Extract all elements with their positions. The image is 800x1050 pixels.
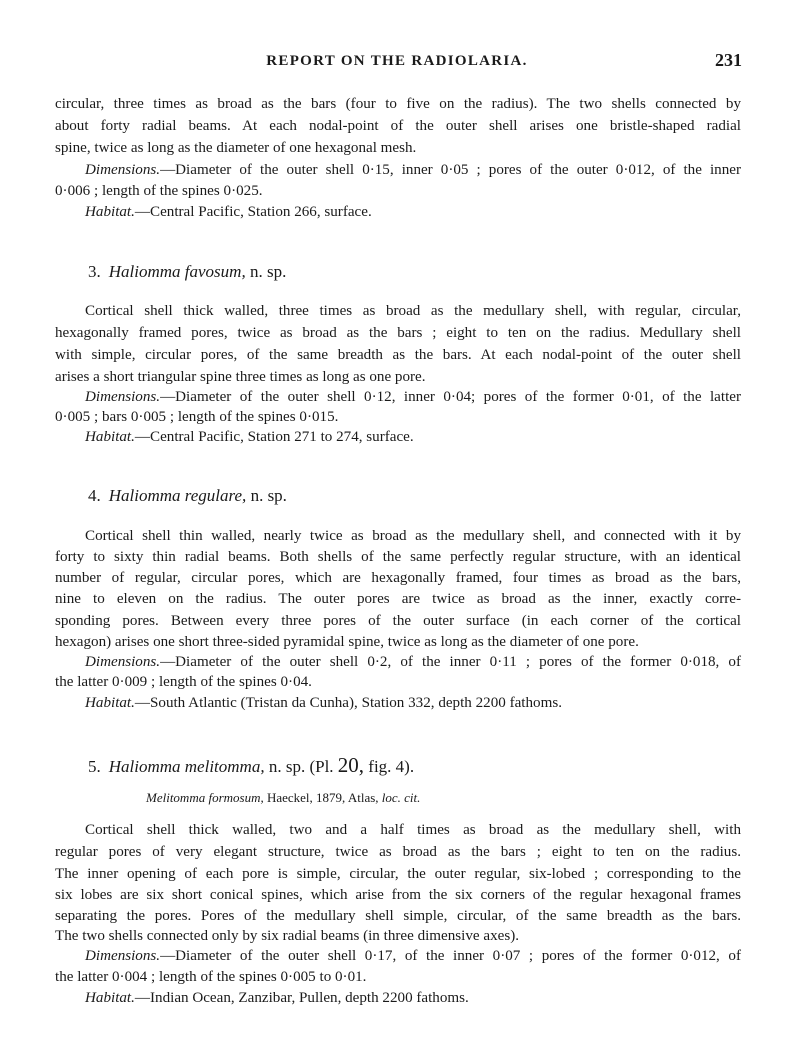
synonym-name: Melitomma formosum, [146,790,264,805]
dimensions-line: the latter 0·004 ; length of the spines 0·005 to 0·01. [55,969,367,985]
species-heading: 4. Haliomma regulare, n. sp. [88,486,287,505]
paragraph-line: number of regular, circular pores, which are hexagonally framed, four times as broad as the bars, [55,570,741,586]
dimensions-line: Dimensions.—Diameter of the outer shell 0·15, inner 0·05 ; pores of the outer 0·012, of the inner [85,162,741,178]
species-name: Haliomma regulare, [108,486,247,505]
dimensions-label: Dimensions. [85,389,161,405]
paragraph-line: sponding pores. Between every three pores of the outer surface (in each corner of the cortical [55,613,741,629]
paragraph-line: The two shells connected only by six radial beams (in three dimensive axes). [55,928,520,944]
dimensions-line: 0·006 ; length of the spines 0·025. [55,183,263,199]
paragraph-line: about forty radial beams. At each nodal-point of the outer shell arises one bristle-shaped radial [55,118,741,134]
habitat-line: Habitat.—South Atlantic (Tristan da Cunha), Station 332, depth 2200 fathoms. [85,695,562,711]
species-heading: 5. Haliomma melitomma, n. sp. (Pl. 20, fig. 4). [88,753,415,777]
habitat-label: Habitat. [85,429,135,445]
paragraph-line: arises a short triangular spine three times as long as one pore. [55,369,426,385]
page-number: 231 [715,50,742,70]
paragraph-line: The inner opening of each pore is simple, circular, the outer regular, six-lobed ; corresponding to the [55,866,741,882]
paragraph-line: forty to sixty thin radial beams. Both shells of the same perfectly regular structure, with an identical [55,549,741,565]
dimensions-label: Dimensions. [85,162,161,178]
plate-number: 20, [337,753,365,777]
paragraph-line: separating the pores. Pores of the medullary shell simple, circular, of the same breadth as the bars. [55,908,741,924]
paragraph-line: spine, twice as long as the diameter of one hexagonal mesh. [55,140,417,156]
running-header [52,50,742,76]
species-name: Haliomma favosum, [108,262,246,281]
paragraph-line: with simple, circular pores, of the same breadth as the bars. At each nodal-point of the outer shell [55,347,741,363]
paragraph-line: Cortical shell thin walled, nearly twice as broad as the medullary shell, and connected with it by [85,528,741,544]
dimensions-line: Dimensions.—Diameter of the outer shell 0·12, inner 0·04; pores of the former 0·01, of the latter [85,389,741,405]
habitat-line: Habitat.—Indian Ocean, Zanzibar, Pullen, depth 2200 fathoms. [85,990,469,1006]
habitat-label: Habitat. [85,990,135,1006]
species-name: Haliomma melitomma, [108,757,265,776]
paragraph-line: Cortical shell thick walled, two and a half times as broad as the medullary shell, with [85,822,741,838]
dimensions-label: Dimensions. [85,654,161,670]
paragraph-line: circular, three times as broad as the bars (four to five on the radius). The two shells connected by [55,96,741,112]
habitat-line: Habitat.—Central Pacific, Station 266, surface. [85,204,372,220]
habitat-label: Habitat. [85,695,135,711]
paragraph-line: regular pores of very elegant structure, twice as broad as the bars ; eight to ten on the radius. [55,844,741,860]
paragraph-line: hexagonally framed pores, twice as broad as the bars ; eight to ten on the radius. Medullary shell [55,325,741,341]
dimensions-line: 0·005 ; bars 0·005 ; length of the spines 0·015. [55,409,339,425]
paragraph-line: hexagon) arises one short three-sided pyramidal spine, twice as long as the diameter of one pore. [55,634,639,650]
paragraph-line: Cortical shell thick walled, three times as broad as the medullary shell, with regular, circular, [85,303,741,319]
species-heading: 3. Haliomma favosum, n. sp. [88,262,287,281]
running-title: REPORT ON THE RADIOLARIA. [266,53,528,69]
dimensions-line: Dimensions.—Diameter of the outer shell 0·2, of the inner 0·11 ; pores of the former 0·018, of [85,654,741,670]
paragraph-line: six lobes are six short conical spines, which arise from the six corners of the regular hexagonal frames [55,887,741,903]
paragraph-line: nine to eleven on the radius. The outer pores are twice as broad as the inner, exactly corre- [55,591,741,607]
dimensions-line: the latter 0·009 ; length of the spines 0·04. [55,674,312,690]
habitat-line: Habitat.—Central Pacific, Station 271 to 274, surface. [85,429,414,445]
synonym-line: Melitomma formosum, Haeckel, 1879, Atlas, loc. cit. [146,790,421,805]
dimensions-label: Dimensions. [85,948,161,964]
dimensions-line: Dimensions.—Diameter of the outer shell 0·17, of the inner 0·07 ; pores of the former 0·012, of [85,948,741,964]
habitat-label: Habitat. [85,204,135,220]
